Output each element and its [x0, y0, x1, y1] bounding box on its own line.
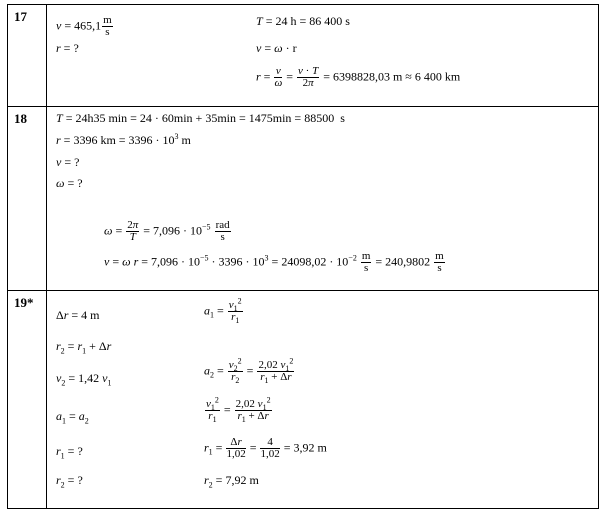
- solution-line: v = ω $r = 7,096 \cdot 10^{-5} \cdot 3396 \cdot 10^3 = 24098,02 \cdot 10^{-2}$ $\frac{m}{s}$ = 240,9802 $\frac{m}{s}$: [104, 250, 444, 274]
- given-line: ω = ?: [56, 176, 83, 190]
- given-line: Δr = 4 m: [56, 308, 100, 322]
- given-line: r = ?: [56, 41, 79, 55]
- problem-number: 18: [14, 111, 27, 126]
- table-border-bottom: [7, 508, 599, 509]
- given-line: $r_2$ = ?: [56, 473, 83, 490]
- table-border-top: [7, 4, 599, 5]
- column-divider: [46, 4, 47, 509]
- solution-line: $a_2$ = $\frac{v_2^2}{r_2}$ = $\frac{2,02 v_1^2}{r_1 + \Delta r}$: [204, 356, 294, 386]
- problem-number: 19*: [14, 295, 34, 310]
- solution-line: r = $\frac{v}{\omega}$ = $\frac{v \cdot T}{2\pi}$ = 6398828,03 m ≈ 6 400 km: [256, 65, 461, 89]
- solution-line: ω = $\frac{2\pi}{T}$ = $7,096 \cdot 10^{-5}$ $\frac{\text{rad}}{s}$: [104, 219, 230, 243]
- table-border-right: [598, 4, 599, 509]
- solution-line: v = ω · r: [256, 41, 297, 55]
- given-line: $a_1 = a_2$: [56, 409, 89, 426]
- given-line: v = 465,1 $\frac{m}{s}$: [56, 14, 112, 38]
- solution-line: $r_2 = 7,92$ m: [204, 473, 259, 490]
- given-line: $r_2 = r_1 + \Delta r$: [56, 339, 112, 356]
- table-border-left: [7, 4, 8, 509]
- given-line: $r_1$ = ?: [56, 444, 83, 461]
- given-line: r = 3396 km = $3396 \cdot 10^3$ m: [56, 132, 191, 147]
- solution-line: T = 24 h = 86 400 s: [256, 14, 350, 28]
- row-divider: [7, 106, 599, 107]
- solution-line: $r_1$ = $\frac{\Delta r}{1,02}$ = $\frac{4}{1,02}$ = 3,92 m: [204, 436, 327, 460]
- given-line: $v_2 = 1,42$ $v_1$: [56, 371, 112, 388]
- problem-number: 17: [14, 9, 27, 24]
- given-line: T = 24h35 min = 24 · 60min + 35min = 1475min = 88500 s: [56, 111, 345, 125]
- solution-line: $\frac{v_1^2}{r_1}$ = $\frac{2,02 v_1^2}{r_1 + \Delta r}$: [206, 395, 271, 425]
- row-divider: [7, 290, 599, 291]
- given-line: v = ?: [56, 155, 80, 169]
- solution-line: $a_1$ = $\frac{v_1^2}{r_1}$: [204, 296, 242, 326]
